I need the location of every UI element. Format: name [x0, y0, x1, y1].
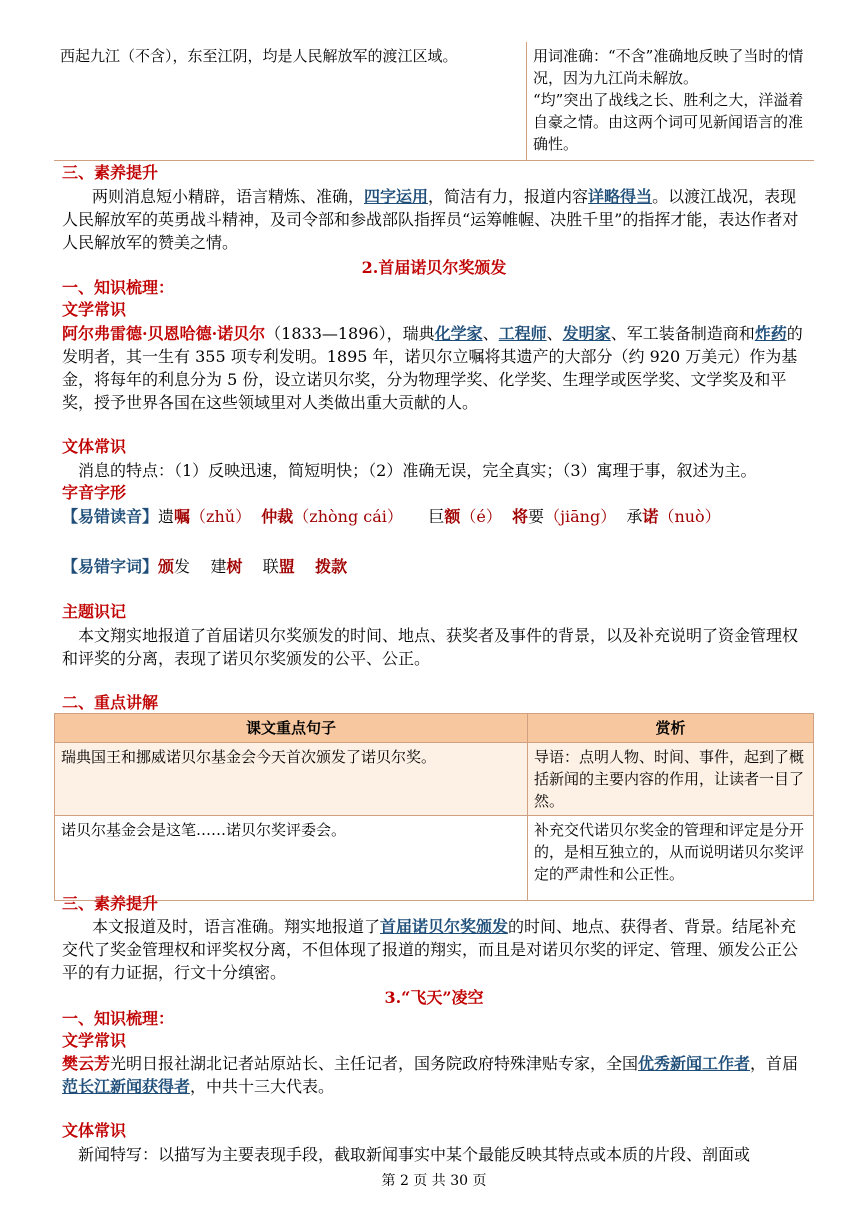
- text: 两则消息短小精辟，语言精炼、准确，: [92, 187, 365, 206]
- char: 遗: [158, 507, 175, 526]
- paragraph: [62, 915, 808, 984]
- char: 要: [528, 507, 545, 526]
- char: 诺: [642, 507, 659, 526]
- paragraph: 本文翔实地报道了首届诺贝尔奖颁发的时间、地点、获奖者及事件的背景，以及补充说明了资金管理权和评奖的分离，表现了诺贝尔奖颁发的公平、公正。: [62, 626, 799, 668]
- text: 、: [546, 324, 563, 343]
- char: 将: [512, 507, 529, 526]
- keyword-link[interactable]: 化学家: [434, 324, 483, 343]
- subheading: 文体常识: [62, 437, 127, 456]
- table-header: 赏析: [528, 714, 814, 743]
- text: 的发明者，其一生有 355 项专利发明。1895 年，诺贝尔立嘱将其遗产的大部分（约 920 万美元）作为基金，将每年的利息分为 5 份，设立诺贝尔奖，分为物理学奖、化学奖、生理学或医学奖、文学奖及和平奖，授予世界各国在这些领域里对人类做出重大贡献的人。: [62, 324, 803, 412]
- author-name: 阿尔弗雷德·贝恩哈德·诺贝尔: [62, 324, 266, 343]
- text: 、: [482, 324, 499, 343]
- char: 仲裁: [261, 507, 294, 526]
- char: 拨款: [315, 557, 348, 576]
- section-heading: 三、素养提升: [62, 163, 159, 182]
- text: 。以渡江战况，表现人民解放军的英勇战斗精神，及司令部和参战部队指挥员“运筹帷幄、决胜千里”的指挥才能，表达作者对人民解放军的赞美之情。: [62, 187, 799, 252]
- keyword-link[interactable]: 四字运用: [364, 187, 429, 206]
- char: 树: [226, 557, 243, 576]
- text: ，首届: [750, 1054, 799, 1073]
- table-cell: 用词准确：“不含”准确地反映了当时的情况，因为九江尚未解放。 “均”突出了战线之长、胜利之大，洋溢着自豪之情。由这两个词可见新闻语言的准确性。: [527, 42, 815, 161]
- text: 本文报道及时，语言准确。翔实地报道了: [92, 917, 381, 936]
- pinyin: （jiāng）: [544, 507, 617, 526]
- pinyin: （nuò）: [658, 507, 721, 526]
- keyword-link[interactable]: 详略得当: [588, 187, 653, 206]
- author-name: 樊云芳: [62, 1054, 111, 1073]
- table-row: [55, 816, 814, 901]
- pinyin: （zhòng cái）: [293, 507, 403, 526]
- table-cell: 诺贝尔基金会是这笔……诺贝尔奖评委会。: [55, 816, 528, 901]
- keyword-link[interactable]: 发明家: [562, 324, 611, 343]
- keyword-link[interactable]: 工程师: [498, 324, 547, 343]
- author-bio: [62, 1052, 808, 1098]
- subheading: 文体常识: [62, 1121, 127, 1140]
- paragraph: 消息的特点：（1）反映迅速，简短明快；（2）准确无误，完全真实；（3）寓理于事，叙述为主。: [78, 461, 757, 480]
- char: 建: [210, 557, 227, 576]
- section-heading: 一、知识梳理：: [62, 278, 175, 297]
- keyword-link[interactable]: 范长江新闻获得者: [62, 1077, 191, 1096]
- text: 的时间、地点、获得者、背景。结尾补充交代了奖金管理权和评奖权分离，不但体现了报道的翔实，而且是对诺贝尔奖的评定、管理、颁发公正公平的有力证据，行文十分缜密。: [62, 917, 799, 982]
- keyword-link[interactable]: 首届诺贝尔奖颁发: [380, 917, 509, 936]
- keyword-link[interactable]: 炸药: [754, 324, 787, 343]
- text: 、军工装备制造商和: [610, 324, 755, 343]
- char: 巨: [428, 507, 445, 526]
- table-cell: 瑞典国王和挪威诺贝尔基金会今天首次颁发了诺贝尔奖。: [55, 743, 528, 816]
- word-list: [62, 555, 347, 578]
- text: 光明日报社湖北记者站原站长、主任记者，国务院政府特殊津贴专家，全国: [110, 1054, 639, 1073]
- label: 【易错字词】: [62, 557, 159, 576]
- author-bio: [62, 322, 808, 414]
- pinyin: （zhǔ）: [190, 507, 252, 526]
- top-analysis-table: [54, 42, 814, 161]
- char: 联: [262, 557, 279, 576]
- paragraph: 新闻特写：以描写为主要表现手段，截取新闻事实中某个最能反映其特点或本质的片段、剖面或: [78, 1145, 751, 1164]
- text: ，中共十三大代表。: [190, 1077, 335, 1096]
- char: 盟: [278, 557, 295, 576]
- subheading: 文学常识: [62, 1031, 127, 1050]
- subheading: 字音字形: [62, 483, 127, 502]
- section-heading: 一、知识梳理：: [62, 1009, 175, 1028]
- label: 【易错读音】: [62, 507, 159, 526]
- pinyin: （é）: [460, 507, 502, 526]
- key-sentence-table: [54, 713, 814, 901]
- subheading: 文学常识: [62, 300, 127, 319]
- table-header: 课文重点句子: [55, 714, 528, 743]
- article-title: 3.“飞天”凌空: [384, 988, 484, 1007]
- table-cell: 导语：点明人物、时间、事件，起到了概括新闻的主要内容的作用，让读者一目了然。: [528, 743, 814, 816]
- char: 承: [626, 507, 643, 526]
- table-cell: 补充交代诺贝尔奖金的管理和评定是分开的，是相互独立的，从而说明诺贝尔奖评定的严肃性和公正性。: [528, 816, 814, 901]
- char: 颁: [158, 557, 175, 576]
- table-row: [55, 743, 814, 816]
- table-cell: 西起九江（不含），东至江阴，均是人民解放军的渡江区域。: [54, 42, 527, 161]
- keyword-link[interactable]: 优秀新闻工作者: [638, 1054, 751, 1073]
- paragraph: [62, 185, 808, 254]
- section-heading: 二、重点讲解: [62, 693, 159, 712]
- pronunciation-list: [62, 505, 721, 528]
- article-title: 2.首届诺贝尔奖颁发: [361, 258, 507, 277]
- subheading: 主题识记: [62, 602, 127, 621]
- char: 嘱: [174, 507, 191, 526]
- char: 发: [174, 557, 191, 576]
- text: （1833—1896），瑞典: [265, 324, 435, 343]
- page-footer: 第 2 页 共 30 页: [381, 1173, 487, 1189]
- text: ，简洁有力，报道内容: [428, 187, 589, 206]
- section-heading: 三、素养提升: [62, 894, 159, 913]
- char: 额: [444, 507, 461, 526]
